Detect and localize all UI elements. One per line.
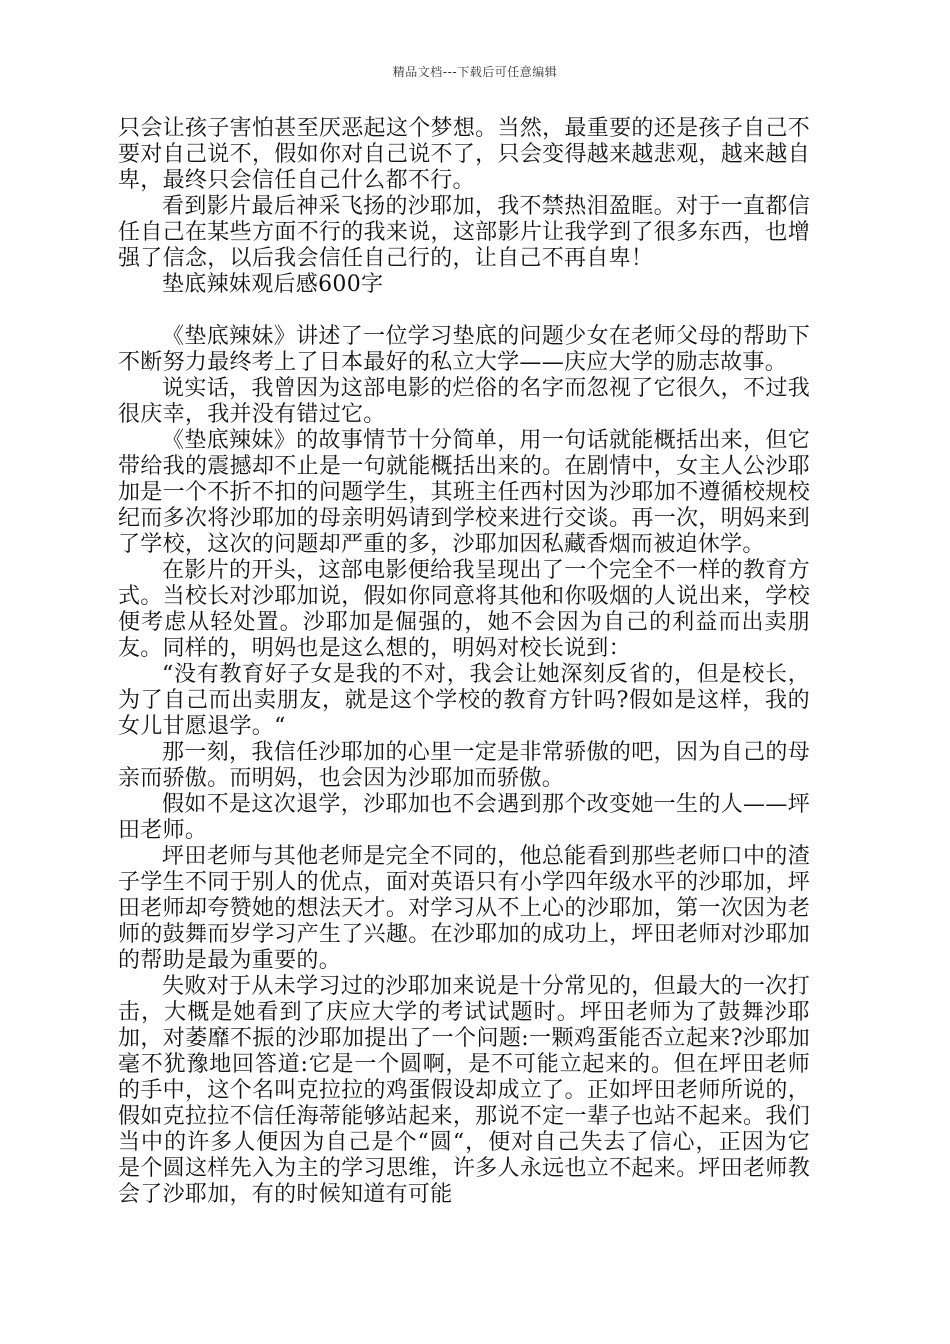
paragraph: 《垫底辣妹》讲述了一位学习垫底的问题少女在老师父母的帮助下不断努力最终考上了日本最好的私立大学——庆应大学的励志故事。 [118,324,810,375]
paragraph: 在影片的开头，这部电影便给我呈现出了一个完全不一样的教育方式。当校长对沙耶加说，假如你同意将其他和你吸烟的人说出来，学校便考虑从轻处置。沙耶加是倔强的，她不会因为自己的利益而出卖朋友。同样的，明妈也是这么想的，明妈对校长说到： [118,558,810,661]
blank-line [118,298,810,324]
paragraph: 说实话，我曾因为这部电影的烂俗的名字而忽视了它很久，不过我很庆幸，我并没有错过它。 [118,376,810,427]
section-title: 垫底辣妹观后感600字 [162,272,384,297]
page-header: 精品文档---下载后可任意编辑 [392,65,558,79]
paragraph-continuation: 只会让孩子害怕甚至厌恶起这个梦想。当然，最重要的还是孩子自己不要对自己说不，假如你对自己说不了，只会变得越来越悲观，越来越自卑，最终只会信任自己什么都不行。 [118,116,810,193]
paragraph: 那一刻，我信任沙耶加的心里一定是非常骄傲的吧，因为自己的母亲而骄傲。而明妈，也会因为沙耶加而骄傲。 [118,740,810,791]
paragraph: 假如不是这次退学，沙耶加也不会遇到那个改变她一生的人——坪田老师。 [118,792,810,843]
document-body [118,116,810,1208]
paragraph: 看到影片最后神采飞扬的沙耶加，我不禁热泪盈眶。对于一直都信任自己在某些方面不行的我来说，这部影片让我学到了很多东西，也增强了信念，以后我会信任自己行的，让自己不再自卑！ [118,194,810,271]
quote-paragraph: “没有教育好子女是我的不对，我会让她深刻反省的，但是校长，为了自己而出卖朋友，就是这个学校的教育方针吗?假如是这样，我的女儿甘愿退学。“ [118,662,810,739]
paragraph: 失败对于从未学习过的沙耶加来说是十分常见的，但最大的一次打击，大概是她看到了庆应大学的考试试题时。坪田老师为了鼓舞沙耶加，对萎靡不振的沙耶加提出了一个问题:一颗鸡蛋能否立起来?沙耶加毫不犹豫地回答道:它是一个圆啊，是不可能立起来的。但在坪田老师的手中，这个名叫克拉拉的鸡蛋假设却成立了。正如坪田老师所说的，假如克拉拉不信任海蒂能够站起来，那说不定一辈子也站不起来。我们当中的许多人便因为自己是个“圆“，便对自己失去了信心，正因为它是个圆这样先入为主的学习思维，许多人永远也立不起来。坪田老师教会了沙耶加，有的时候知道有可能 [118,974,810,1207]
paragraph: 坪田老师与其他老师是完全不同的，他总能看到那些老师口中的渣子学生不同于别人的优点，面对英语只有小学四年级水平的沙耶加，坪田老师却夸赞她的想法天才。对学习从不上心的沙耶加，第一次因为老师的鼓舞而岁学习产生了兴趣。在沙耶加的成功上，坪田老师对沙耶加的帮助是最为重要的。 [118,844,810,973]
paragraph: 《垫底辣妹》的故事情节十分简单，用一句话就能概括出来，但它带给我的震撼却不止是一句就能概括出来的。在剧情中，女主人公沙耶加是一个不折不扣的问题学生，其班主任西村因为沙耶加不遵循校规校纪而多次将沙耶加的母亲明妈请到学校来进行交谈。再一次，明妈来到了学校，这次的问题却严重的多，沙耶加因私藏香烟而被迫休学。 [118,428,810,557]
